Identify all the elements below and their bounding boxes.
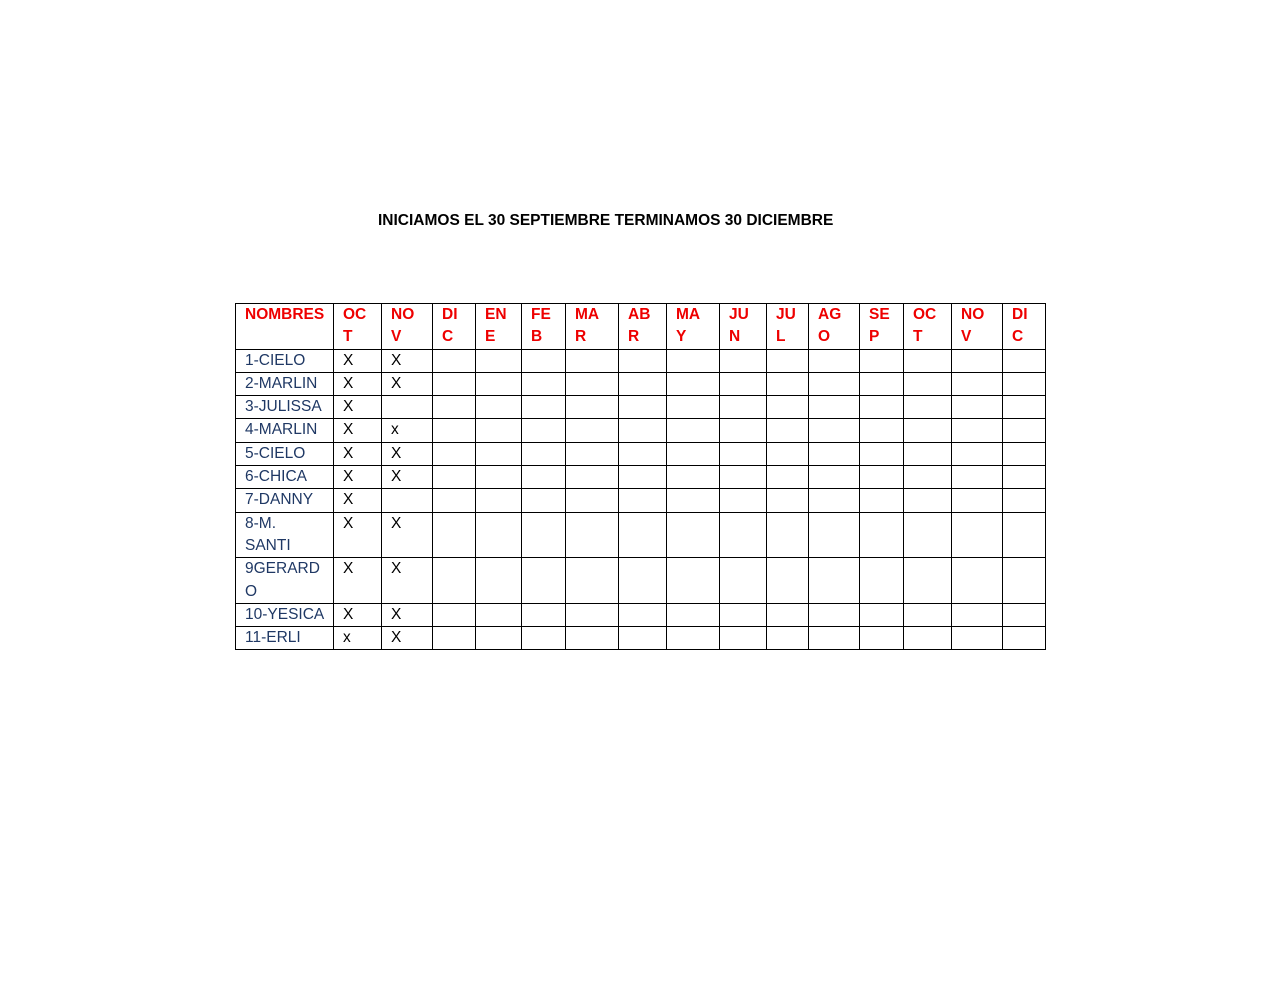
column-header-label: L <box>776 328 786 346</box>
attendance-cell <box>619 603 667 626</box>
person-name: 2-MARLIN <box>245 374 318 392</box>
attendance-cell <box>767 489 809 512</box>
attendance-cell <box>952 627 1003 650</box>
attendance-cell <box>952 442 1003 465</box>
person-name: 7-DANNY <box>245 491 314 509</box>
attendance-cell <box>860 603 904 626</box>
attendance-cell <box>619 512 667 558</box>
column-header-month <box>522 304 566 350</box>
attendance-cell: X <box>382 349 433 372</box>
person-name: O <box>245 582 258 600</box>
attendance-cell <box>720 603 767 626</box>
column-header-label: N <box>729 328 741 346</box>
attendance-cell: X <box>334 558 382 604</box>
column-header-label: DI <box>1012 306 1028 323</box>
attendance-cell <box>1003 442 1046 465</box>
column-header-month <box>476 304 522 350</box>
table-row <box>236 442 1046 465</box>
person-name: 4-MARLIN <box>245 421 318 439</box>
attendance-cell <box>860 558 904 604</box>
attendance-cell <box>476 466 522 489</box>
attendance-cell <box>1003 396 1046 419</box>
attendance-cell <box>720 466 767 489</box>
attendance-cell <box>522 396 566 419</box>
attendance-cell <box>566 627 619 650</box>
column-header-label: T <box>343 328 353 346</box>
person-name: 11-ERLI <box>245 629 301 647</box>
attendance-cell <box>720 419 767 442</box>
attendance-cell <box>566 349 619 372</box>
attendance-cell <box>904 603 952 626</box>
attendance-cell <box>904 466 952 489</box>
attendance-cell <box>767 372 809 395</box>
column-header-month <box>809 304 860 350</box>
attendance-cell: X <box>334 466 382 489</box>
attendance-cell: X <box>334 489 382 512</box>
attendance-cell <box>904 442 952 465</box>
attendance-cell <box>476 396 522 419</box>
attendance-cell <box>619 396 667 419</box>
table-row <box>236 512 1046 558</box>
attendance-cell <box>767 442 809 465</box>
attendance-cell <box>860 372 904 395</box>
attendance-cell <box>476 627 522 650</box>
attendance-cell <box>952 558 1003 604</box>
attendance-cell <box>476 442 522 465</box>
attendance-cell <box>433 349 476 372</box>
attendance-cell <box>860 627 904 650</box>
attendance-cell <box>476 349 522 372</box>
attendance-cell <box>809 627 860 650</box>
attendance-cell <box>433 419 476 442</box>
attendance-cell: X <box>334 419 382 442</box>
attendance-cell <box>720 512 767 558</box>
table-row <box>236 558 1046 604</box>
attendance-cell <box>952 603 1003 626</box>
table-row <box>236 489 1046 512</box>
attendance-cell <box>667 396 720 419</box>
attendance-cell: X <box>334 603 382 626</box>
attendance-cell <box>566 372 619 395</box>
column-header-label: T <box>913 328 923 346</box>
attendance-cell <box>952 466 1003 489</box>
attendance-cell <box>522 442 566 465</box>
attendance-cell <box>522 372 566 395</box>
table-row <box>236 349 1046 372</box>
attendance-cell <box>382 489 433 512</box>
attendance-cell <box>720 349 767 372</box>
attendance-cell <box>767 466 809 489</box>
column-header-month <box>904 304 952 350</box>
attendance-cell <box>767 512 809 558</box>
person-name-cell <box>236 558 334 604</box>
attendance-cell <box>904 558 952 604</box>
attendance-cell <box>433 603 476 626</box>
attendance-cell <box>1003 558 1046 604</box>
attendance-cell <box>619 442 667 465</box>
attendance-cell <box>809 419 860 442</box>
person-name-cell <box>236 603 334 626</box>
column-header-month <box>1003 304 1046 350</box>
column-header-label: E <box>485 328 496 346</box>
attendance-cell <box>904 349 952 372</box>
attendance-cell <box>767 419 809 442</box>
attendance-cell <box>619 558 667 604</box>
column-header-label: O <box>818 328 831 346</box>
column-header-label: MA <box>676 306 701 323</box>
attendance-cell <box>767 603 809 626</box>
attendance-cell: X <box>382 442 433 465</box>
attendance-cell: X <box>382 603 433 626</box>
page-title: INICIAMOS EL 30 SEPTIEMBRE TERMINAMOS 30 DICIEMBRE <box>378 212 834 229</box>
column-header-label: AB <box>628 306 651 323</box>
column-header-label: JU <box>729 306 749 323</box>
attendance-cell <box>952 489 1003 512</box>
attendance-cell <box>904 512 952 558</box>
attendance-cell <box>619 489 667 512</box>
attendance-cell <box>904 396 952 419</box>
attendance-cell <box>809 466 860 489</box>
attendance-cell: X <box>382 372 433 395</box>
attendance-cell <box>522 627 566 650</box>
attendance-cell <box>522 349 566 372</box>
attendance-cell <box>767 558 809 604</box>
attendance-cell <box>860 419 904 442</box>
column-header-names <box>236 304 334 350</box>
person-name-cell <box>236 372 334 395</box>
attendance-cell <box>904 489 952 512</box>
attendance-cell <box>476 603 522 626</box>
attendance-cell <box>952 396 1003 419</box>
attendance-cell <box>566 558 619 604</box>
attendance-cell <box>809 396 860 419</box>
attendance-cell <box>522 489 566 512</box>
table-row <box>236 627 1046 650</box>
attendance-cell <box>619 349 667 372</box>
attendance-cell: X <box>382 512 433 558</box>
attendance-cell <box>667 349 720 372</box>
attendance-cell <box>522 419 566 442</box>
person-name: SANTI <box>245 536 291 554</box>
attendance-cell <box>860 396 904 419</box>
attendance-cell <box>952 349 1003 372</box>
attendance-cell <box>619 627 667 650</box>
attendance-cell <box>952 512 1003 558</box>
attendance-cell <box>952 372 1003 395</box>
attendance-cell: X <box>382 466 433 489</box>
attendance-cell <box>522 558 566 604</box>
column-header-label: FE <box>531 306 551 323</box>
attendance-cell <box>720 627 767 650</box>
column-header-label: EN <box>485 306 507 323</box>
attendance-cell: X <box>334 372 382 395</box>
attendance-cell <box>667 489 720 512</box>
attendance-cell <box>1003 372 1046 395</box>
table-row <box>236 603 1046 626</box>
person-name: 9GERARD <box>245 560 320 578</box>
person-name-cell <box>236 512 334 558</box>
attendance-cell <box>767 349 809 372</box>
column-header-month <box>720 304 767 350</box>
attendance-cell <box>667 466 720 489</box>
column-header-month <box>566 304 619 350</box>
table-body <box>236 349 1046 650</box>
attendance-cell <box>809 558 860 604</box>
person-name: 10-YESICA <box>245 605 325 623</box>
attendance-cell <box>809 442 860 465</box>
attendance-cell: X <box>334 442 382 465</box>
attendance-cell <box>566 442 619 465</box>
attendance-cell <box>476 489 522 512</box>
attendance-cell <box>667 603 720 626</box>
column-header-label: DI <box>442 306 458 323</box>
attendance-cell <box>1003 627 1046 650</box>
table-row <box>236 396 1046 419</box>
attendance-cell: X <box>334 512 382 558</box>
column-header-month <box>952 304 1003 350</box>
column-header-label: SE <box>869 306 890 323</box>
attendance-cell <box>566 419 619 442</box>
attendance-cell <box>720 396 767 419</box>
attendance-cell <box>566 512 619 558</box>
person-name-cell <box>236 396 334 419</box>
column-header-month <box>334 304 382 350</box>
column-header-label: V <box>961 328 972 346</box>
column-header-label: V <box>391 328 402 346</box>
attendance-cell <box>720 442 767 465</box>
column-header-label: AG <box>818 306 842 323</box>
attendance-cell <box>720 489 767 512</box>
column-header-label: NOMBRES <box>245 306 325 323</box>
attendance-cell: x <box>334 627 382 650</box>
column-header-label: OC <box>343 306 367 323</box>
attendance-cell <box>952 419 1003 442</box>
table-row <box>236 466 1046 489</box>
attendance-cell <box>433 396 476 419</box>
attendance-cell <box>809 372 860 395</box>
table-row <box>236 372 1046 395</box>
attendance-cell <box>767 627 809 650</box>
column-header-month <box>619 304 667 350</box>
person-name: 8-M. <box>245 514 276 532</box>
attendance-cell <box>619 419 667 442</box>
attendance-cell <box>522 512 566 558</box>
attendance-cell: X <box>382 627 433 650</box>
attendance-cell <box>860 512 904 558</box>
attendance-cell <box>667 512 720 558</box>
attendance-cell <box>433 372 476 395</box>
person-name: 6-CHICA <box>245 468 308 486</box>
attendance-cell <box>860 466 904 489</box>
attendance-cell: X <box>382 558 433 604</box>
attendance-cell <box>667 419 720 442</box>
attendance-cell <box>476 558 522 604</box>
attendance-cell <box>667 558 720 604</box>
column-header-month <box>767 304 809 350</box>
attendance-cell <box>566 603 619 626</box>
person-name: 1-CIELO <box>245 351 306 369</box>
column-header-label: C <box>442 328 454 346</box>
attendance-cell <box>904 627 952 650</box>
attendance-cell <box>860 489 904 512</box>
attendance-cell <box>522 466 566 489</box>
attendance-cell <box>433 442 476 465</box>
attendance-cell <box>809 603 860 626</box>
attendance-cell <box>619 466 667 489</box>
person-name-cell <box>236 466 334 489</box>
column-header-label: OC <box>913 306 937 323</box>
column-header-label: C <box>1012 328 1024 346</box>
column-header-label: Y <box>676 328 687 346</box>
attendance-cell <box>720 558 767 604</box>
attendance-cell <box>433 627 476 650</box>
attendance-cell <box>1003 603 1046 626</box>
attendance-cell <box>667 442 720 465</box>
attendance-cell <box>522 603 566 626</box>
attendance-cell <box>809 489 860 512</box>
column-header-label: P <box>869 328 880 346</box>
attendance-cell <box>1003 512 1046 558</box>
attendance-cell <box>566 489 619 512</box>
table-row <box>236 419 1046 442</box>
attendance-cell <box>860 349 904 372</box>
attendance-cell <box>476 512 522 558</box>
attendance-cell <box>667 627 720 650</box>
attendance-cell <box>904 419 952 442</box>
attendance-cell <box>433 512 476 558</box>
attendance-cell <box>1003 349 1046 372</box>
attendance-cell <box>1003 489 1046 512</box>
header-row <box>236 304 1046 350</box>
attendance-cell <box>809 349 860 372</box>
attendance-cell <box>809 512 860 558</box>
person-name-cell <box>236 489 334 512</box>
attendance-cell <box>476 372 522 395</box>
attendance-cell <box>1003 419 1046 442</box>
attendance-table <box>235 303 1046 650</box>
attendance-cell <box>433 489 476 512</box>
person-name-cell <box>236 419 334 442</box>
attendance-cell <box>382 396 433 419</box>
column-header-label: NO <box>391 306 415 323</box>
column-header-label: JU <box>776 306 796 323</box>
attendance-cell <box>433 466 476 489</box>
attendance-cell <box>433 558 476 604</box>
column-header-label: B <box>531 328 543 346</box>
attendance-cell <box>566 466 619 489</box>
column-header-month <box>433 304 476 350</box>
attendance-cell <box>720 372 767 395</box>
attendance-cell <box>476 419 522 442</box>
column-header-label: MA <box>575 306 600 323</box>
attendance-cell <box>566 396 619 419</box>
column-header-label: NO <box>961 306 985 323</box>
person-name-cell <box>236 442 334 465</box>
attendance-cell <box>767 396 809 419</box>
attendance-cell <box>904 372 952 395</box>
person-name-cell <box>236 349 334 372</box>
attendance-cell: x <box>382 419 433 442</box>
attendance-cell <box>860 442 904 465</box>
attendance-cell <box>619 372 667 395</box>
column-header-month <box>667 304 720 350</box>
person-name: 3-JULISSA <box>245 398 322 416</box>
attendance-cell: X <box>334 349 382 372</box>
attendance-cell <box>1003 466 1046 489</box>
attendance-cell: X <box>334 396 382 419</box>
person-name: 5-CIELO <box>245 444 306 462</box>
person-name-cell <box>236 627 334 650</box>
column-header-month <box>860 304 904 350</box>
column-header-label: R <box>628 328 640 346</box>
column-header-label: R <box>575 328 587 346</box>
column-header-month <box>382 304 433 350</box>
attendance-cell <box>667 372 720 395</box>
